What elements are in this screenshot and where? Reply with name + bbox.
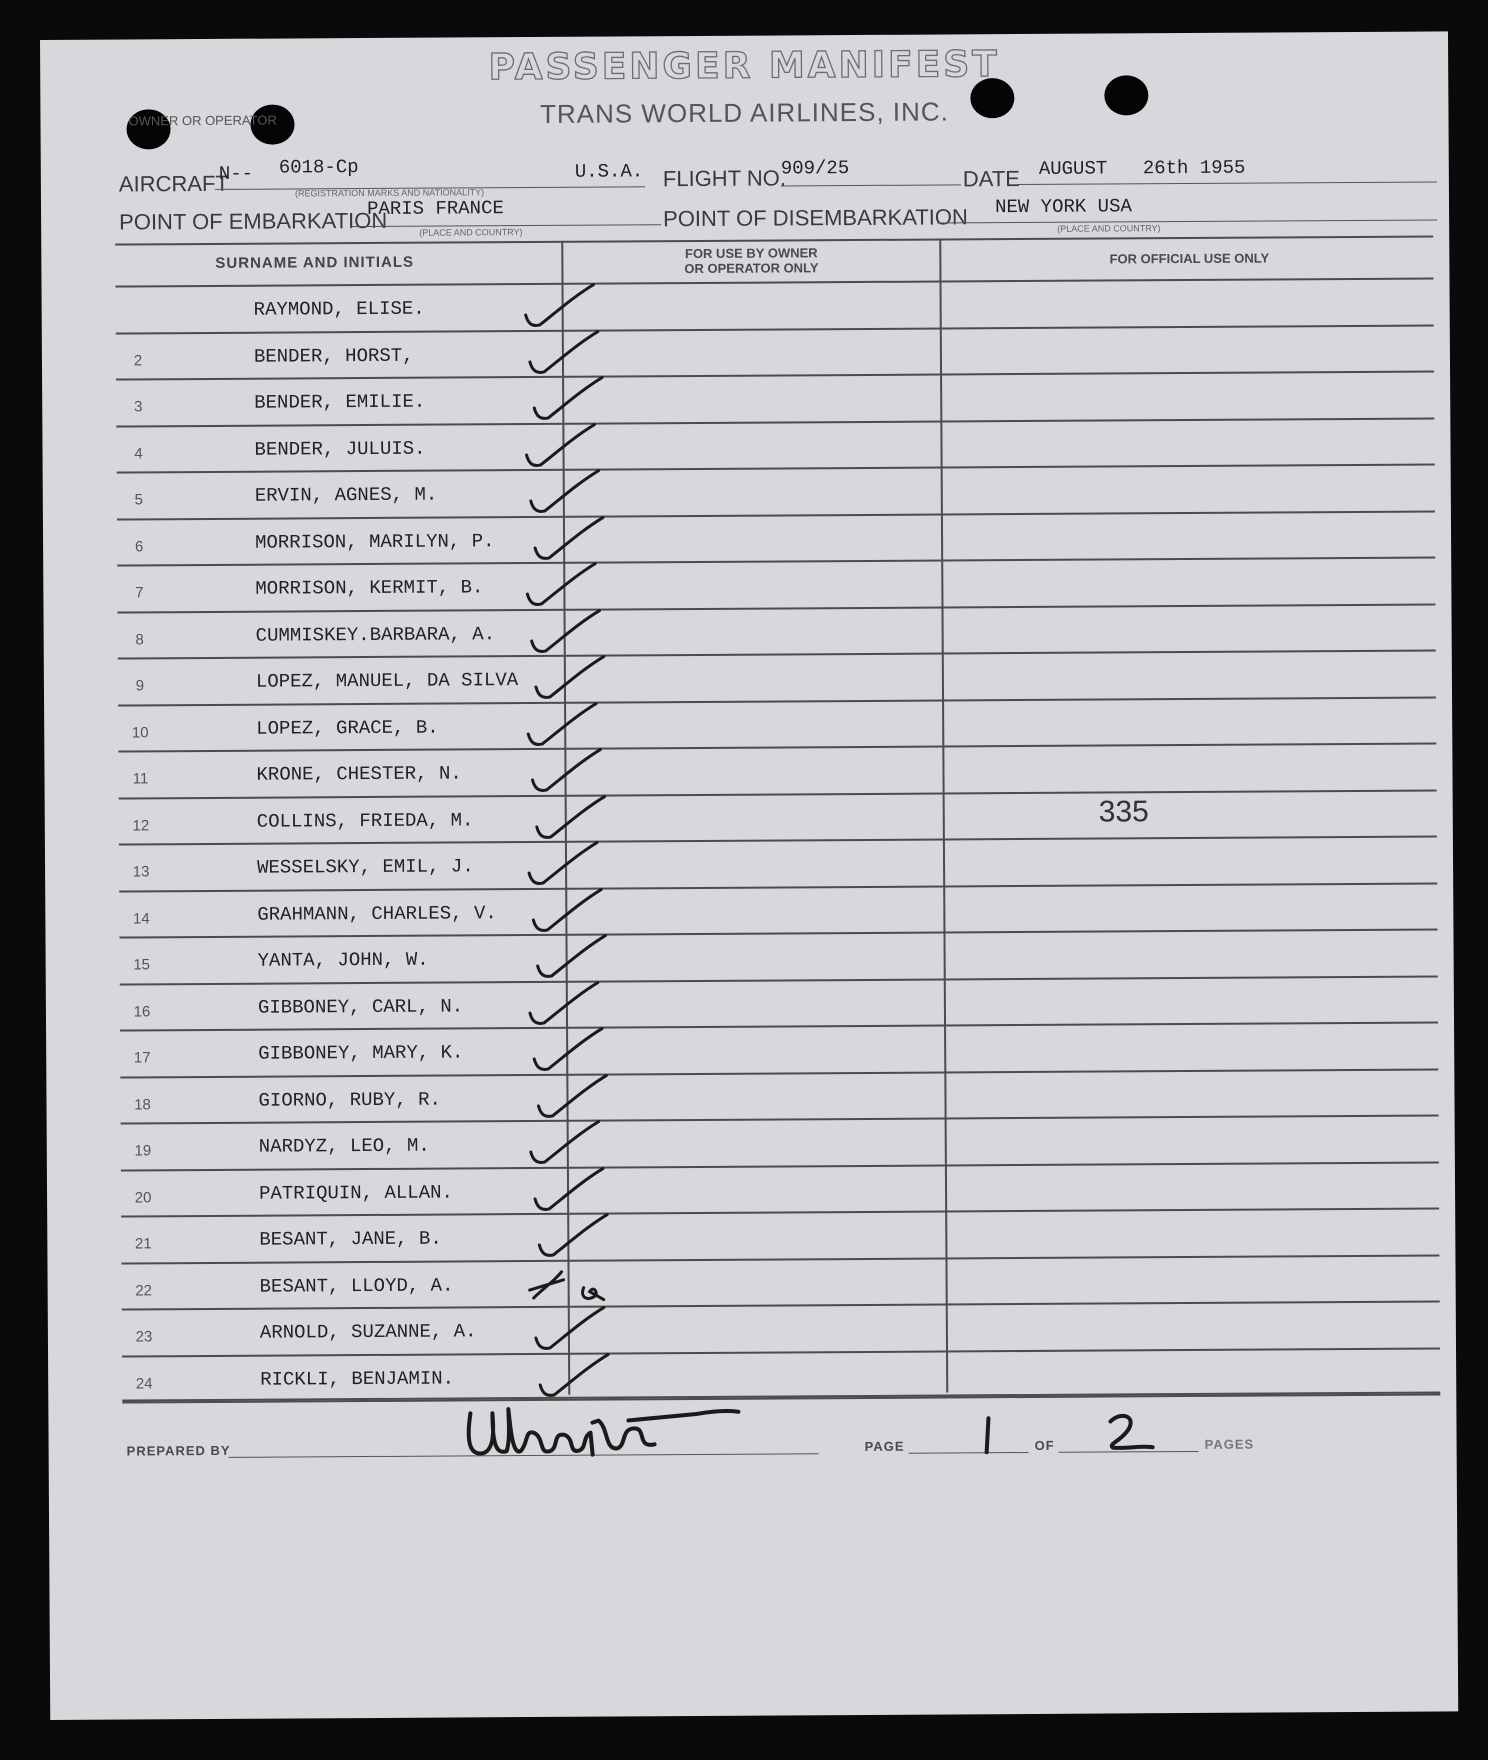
registration-note: (REGISTRATION MARKS AND NATIONALITY): [294, 187, 485, 199]
row-number: 3: [134, 398, 143, 416]
row-divider: [119, 882, 1437, 892]
row-divider: [116, 370, 1434, 380]
passenger-name: GIBBONEY, CARL, N.: [257, 994, 464, 1019]
preparer-signature: [458, 1398, 758, 1470]
passenger-name: MORRISON, MARILYN, P.: [255, 529, 495, 554]
row-divider: [121, 1254, 1439, 1264]
row-divider: [119, 928, 1437, 938]
page-label: PAGE: [864, 1438, 905, 1454]
passenger-name: PATRIQUIN, ALLAN.: [258, 1180, 453, 1205]
aircraft-prefix: N--: [218, 162, 254, 185]
disembarkation-place: NEW YORK USA: [994, 195, 1132, 219]
row-divider: [122, 1300, 1440, 1310]
row-number: 7: [135, 584, 144, 602]
row-number: 22: [135, 1281, 153, 1299]
passenger-name: MORRISON, KERMIT, B.: [255, 576, 484, 600]
date-label: DATE: [962, 166, 1020, 192]
passenger-name: GIORNO, RUBY, R.: [258, 1088, 441, 1112]
passenger-name: RAYMOND, ELISE.: [253, 297, 425, 321]
official-use-column-header: FOR OFFICIAL USE ONLY: [1109, 250, 1270, 267]
passenger-name: BENDER, HORST,: [253, 344, 414, 368]
row-divider: [118, 696, 1436, 706]
embarkation-note: (PLACE AND COUNTRY): [419, 227, 523, 238]
row-number: 5: [134, 491, 144, 509]
row-divider: [116, 324, 1434, 334]
owner-use-header-line1: FOR USE BY OWNER: [684, 245, 818, 262]
row-number: 13: [132, 863, 150, 881]
row-divider: [119, 789, 1437, 799]
disembarkation-note: (PLACE AND COUNTRY): [1057, 223, 1161, 234]
flight-no-label: FLIGHT NO.: [662, 165, 786, 192]
passenger-name: YANTA, JOHN, W.: [257, 948, 429, 972]
aircraft-registration: 6018-Cp: [278, 156, 359, 179]
row-number: 11: [132, 770, 149, 788]
row-number: 15: [133, 956, 151, 974]
surname-column-header: SURNAME AND INITIALS: [215, 253, 415, 272]
check-mark: [532, 1344, 622, 1405]
row-number: 9: [135, 677, 145, 695]
passenger-name: BENDER, EMILIE.: [254, 390, 426, 414]
embarkation-place: PARIS FRANCE: [366, 197, 504, 221]
row-divider: [117, 510, 1435, 520]
row-number: 17: [133, 1049, 151, 1067]
owner-operator-label: OWNER OR OPERATOR: [128, 112, 277, 129]
row-number: 19: [134, 1142, 152, 1160]
row-number: 10: [131, 723, 149, 741]
passenger-name: BESANT, JANE, B.: [259, 1227, 442, 1251]
aircraft-label: AIRCRAFT: [118, 170, 229, 197]
row-divider: [117, 556, 1435, 566]
row-divider: [116, 417, 1434, 427]
disembarkation-label: POINT OF DISEMBARKATION: [663, 204, 968, 232]
owner-use-column-header: [565, 245, 937, 277]
row-divider: [122, 1347, 1440, 1357]
aircraft-nationality: U.S.A.: [574, 160, 644, 183]
row-divider: [121, 1161, 1439, 1171]
row-divider: [120, 975, 1438, 985]
pages-label: PAGES: [1204, 1436, 1255, 1452]
passenger-name: ARNOLD, SUZANNE, A.: [259, 1320, 477, 1344]
total-pages-handwritten: [1100, 1409, 1160, 1455]
flight-number: 909/25: [780, 157, 850, 180]
row-divider: [117, 603, 1435, 613]
embarkation-label: POINT OF EMBARKATION: [119, 207, 388, 235]
row-number: 18: [134, 1095, 151, 1113]
manifest-page: [40, 31, 1458, 1720]
passenger-name: LOPEZ, GRACE, B.: [256, 716, 439, 740]
date-month: AUGUST: [1038, 157, 1108, 180]
passenger-name: ERVIN, AGNES, M.: [254, 483, 438, 507]
airline-name: TRANS WORLD AIRLINES, INC.: [539, 96, 949, 129]
passenger-name: WESSELSKY, EMIL, J.: [256, 855, 474, 879]
row-number: 12: [132, 816, 150, 834]
row-number: 16: [133, 1002, 151, 1020]
row-number: 23: [135, 1328, 153, 1346]
row-number: 24: [135, 1374, 153, 1392]
passenger-name: RICKLI, BENJAMIN.: [260, 1366, 455, 1391]
row-number: 20: [134, 1188, 152, 1206]
row-number: 21: [134, 1235, 152, 1253]
passenger-name: GRAHMANN, CHARLES, V.: [257, 901, 497, 926]
official-stamp-number: 335: [1098, 795, 1149, 829]
passenger-name: BESANT, LLOYD, A.: [259, 1273, 454, 1298]
passenger-name: GIBBONEY, MARY, K.: [258, 1041, 464, 1065]
passenger-name: LOPEZ, MANUEL, DA SILVA: [255, 669, 519, 693]
row-divider: [119, 835, 1437, 845]
passenger-name: CUMMISKEY.BARBARA, A.: [255, 622, 496, 647]
passenger-name: BENDER, JULUIS.: [254, 437, 426, 461]
passenger-name: KRONE, CHESTER, N.: [256, 762, 462, 786]
row-divider: [117, 463, 1435, 473]
row-divider: [121, 1207, 1439, 1217]
page-number-handwritten: [972, 1414, 1002, 1458]
prepared-by-label: PREPARED BY: [126, 1442, 231, 1459]
row-divider: [120, 1021, 1438, 1031]
date-day-year: 26th 1955: [1142, 156, 1246, 180]
row-divider: [118, 649, 1436, 659]
row-divider: [120, 1068, 1438, 1078]
page-of-label: OF: [1034, 1437, 1055, 1453]
row-divider: [121, 1114, 1439, 1124]
row-number: 6: [134, 537, 144, 555]
form-title: PASSENGER MANIFEST: [488, 44, 1000, 89]
row-number: 8: [135, 630, 144, 648]
passenger-name: COLLINS, FRIEDA, M.: [256, 808, 474, 833]
row-number: 2: [133, 351, 143, 369]
row-divider: [118, 742, 1436, 752]
owner-use-header-line2: OR OPERATOR ONLY: [684, 260, 819, 277]
row-number: 14: [132, 909, 150, 927]
column-divider: [939, 238, 948, 1392]
passenger-name: NARDYZ, LEO, M.: [258, 1134, 430, 1158]
row-number: 4: [134, 444, 143, 462]
